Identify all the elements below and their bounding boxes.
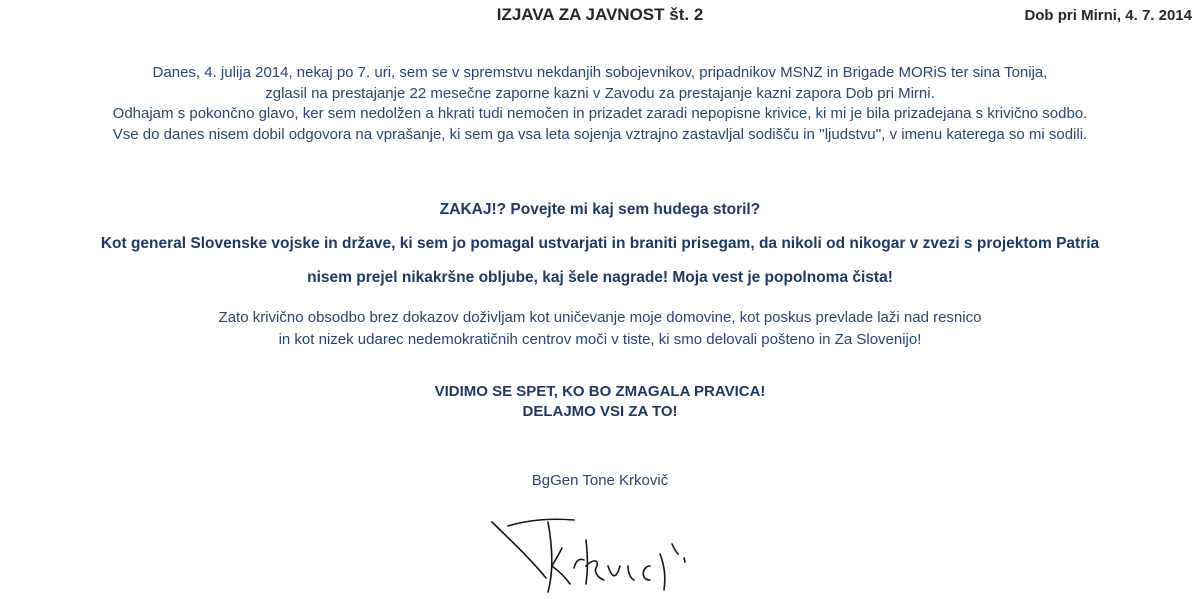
closing-slogan [0,382,1200,422]
intro-line: zglasil na prestajanje 22 mesečne zaporne kazni v Zavodu za prestajanje kazni zapora Dob pri Mirni. [265,84,935,102]
signatory-name: BgGen Tone Krkovič [531,472,669,489]
why-line: Kot general Slovenske vojske in države, ki sem jo pomagal ustvarjati in braniti prisegam, da nikoli od nikogar v zvezi s projektom Patria [100,235,1100,252]
closing-line: VIDIMO SE SPET, KO BO ZMAGALA PRAVICA! [434,383,766,400]
document-title: IZJAVA ZA JAVNOST št. 2 [496,5,704,24]
verdict-paragraph [0,307,1200,351]
intro-line: Vse do danes nisem dobil odgovora na vprašanje, ki sem ga vsa leta sojenja vztrajno zastavljal sodišču in ''ljudstvu'', v imenu katerega so mi sodili. [112,125,1088,143]
closing-line: DELAJMO VSI ZA TO! [522,403,678,420]
why-line: ZAKAJ!? Povejte mi kaj sem hudega storil? [439,201,761,218]
intro-line: Odhajam s pokončno glavo, ker sem nedolžen a hkrati tudi nemočen in prizadet zaradi nepopisne krivice, ki mi je bila prizadejana s krivično sodbo. [112,105,1088,123]
intro-line: Danes, 4. julija 2014, nekaj po 7. uri, sem se v spremstvu nekdanjih sobojevnikov, pripadnikov MSNZ in Brigade MORiS ter sina Tonija, [152,64,1048,81]
why-line: nisem prejel nikakršne obljube, kaj šele nagrade! Moja vest je popolnoma čista! [307,269,893,286]
place-and-date: Dob pri Mirni, 4. 7. 2014 [1024,7,1192,24]
why-paragraph [0,193,1200,295]
verdict-line: Zato krivično obsodbo brez dokazov doživljam kot uničevanje moje domovine, kot poskus prevlade laži nad resnico [218,309,982,326]
handwritten-signature-icon [488,508,714,596]
intro-paragraph [0,63,1200,145]
verdict-line: in kot nizek udarec nedemokratičnih centrov moči v tiste, ki smo delovali pošteno in Za Slovenijo! [278,331,922,348]
